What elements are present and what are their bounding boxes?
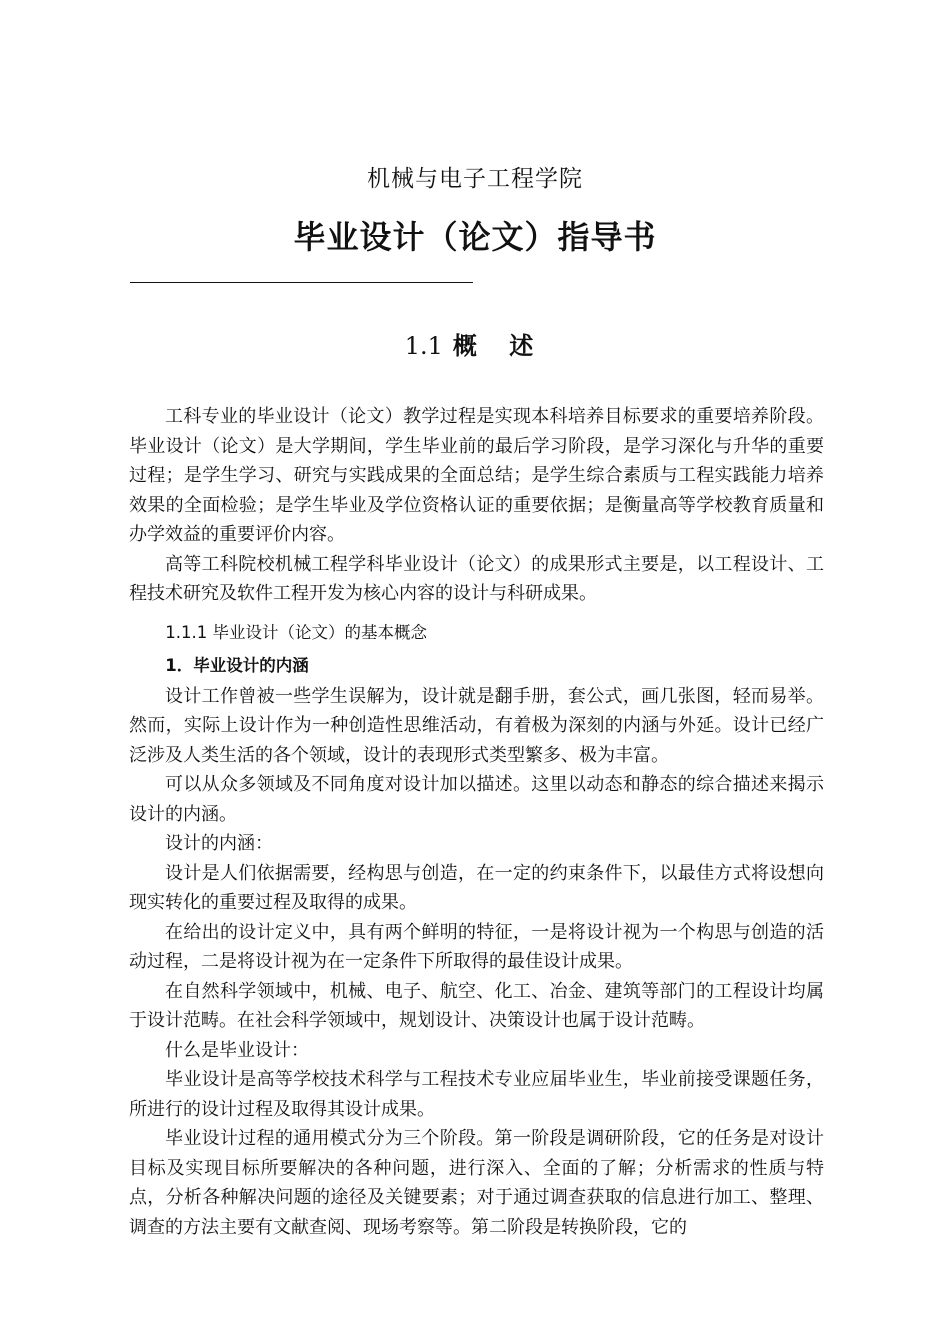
section-heading (0, 326, 950, 361)
document-title: 毕业设计（论文）指导书 (293, 218, 657, 256)
paragraph: 设计是人们依据需要，经构思与创造，在一定的约束条件下，以最佳方式将设想向现实转化的重要过程及取得的成果。 (129, 862, 824, 913)
paragraph: 可以从众多领域及不同角度对设计加以描述。这里以动态和静态的综合描述来揭示设计的内涵。 (129, 774, 824, 825)
subsubsection-heading: 1．毕业设计的内涵 (165, 655, 309, 675)
paragraph: 毕业设计过程的通用模式分为三个阶段。第一阶段是调研阶段，它的任务是对设计目标及实现目标所要解决的各种问题，进行深入、全面的了解；分析需求的性质与特点，分析各种解决问题的途径及关键要素；对于通过调查获取的信息进行加工、整理、调查的方法主要有文献查阅、现场考察等。第二阶段是转换阶段，它的 (129, 1128, 824, 1238)
subsection-heading: 1.1.1 毕业设计（论文）的基本概念 (165, 622, 428, 642)
paragraph: 毕业设计是高等学校技术科学与工程技术专业应届毕业生，毕业前接受课题任务，所进行的设计过程及取得其设计成果。 (129, 1069, 824, 1120)
paragraph: 工科专业的毕业设计（论文）教学过程是实现本科培养目标要求的重要培养阶段。毕业设计（论文）是大学期间，学生毕业前的最后学习阶段，是学习深化与升华的重要过程；是学生学习、研究与实践成果的全面总结；是学生综合素质与工程实践能力培养效果的全面检验；是学生毕业及学位资格认证的重要依据；是衡量高等学校教育质量和办学效益的重要评价内容。 (129, 406, 824, 545)
section-number: 1.1 (404, 332, 443, 360)
school-name: 机械与电子工程学院 (367, 166, 583, 192)
inline-label: 设计的内涵： (165, 833, 273, 854)
section-title: 概 述 (452, 331, 546, 360)
title-divider (130, 282, 473, 283)
inline-label: 什么是毕业设计： (165, 1039, 309, 1061)
document-body (129, 402, 824, 1242)
paragraph: 在给出的设计定义中，具有两个鲜明的特征，一是将设计视为一个构思与创造的活动过程，二是将设计视为在一定条件下所取得的最佳设计成果。 (129, 921, 824, 972)
paragraph: 高等工科院校机械工程学科毕业设计（论文）的成果形式主要是，以工程设计、工程技术研究及软件工程开发为核心内容的设计与科研成果。 (129, 553, 824, 604)
paragraph: 在自然科学领域中，机械、电子、航空、化工、冶金、建筑等部门的工程设计均属于设计范畴。在社会科学领域中，规划设计、决策设计也属于设计范畴。 (129, 980, 824, 1031)
paragraph: 设计工作曾被一些学生误解为，设计就是翻手册，套公式，画几张图，轻而易举。然而，实际上设计作为一种创造性思维活动，有着极为深刻的内涵与外延。设计已经广泛涉及人类生活的各个领域，设计的表现形式类型繁多、极为丰富。 (129, 685, 824, 766)
